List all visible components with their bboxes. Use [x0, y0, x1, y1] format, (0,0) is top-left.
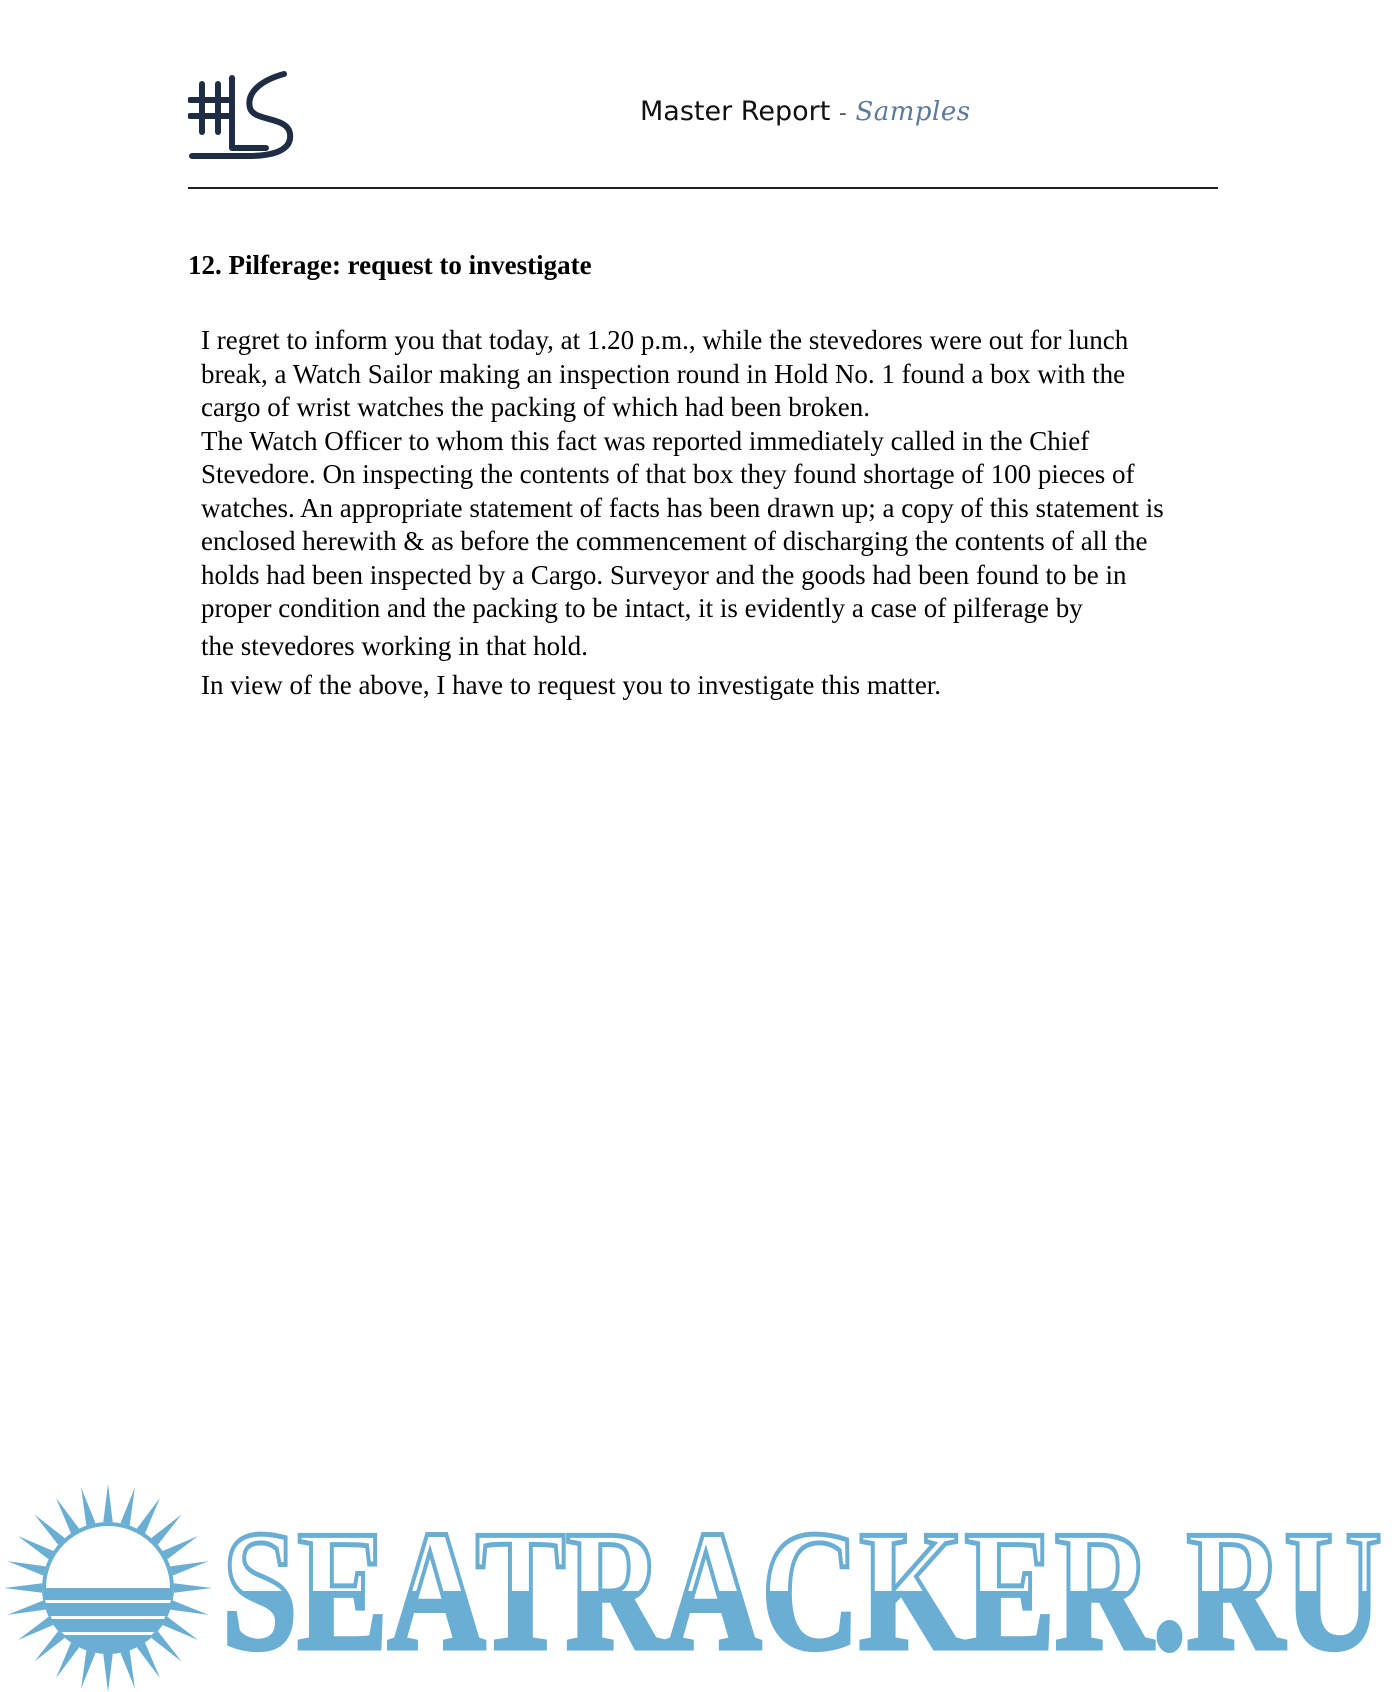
sun-ray: [120, 1488, 134, 1526]
page-header: [0, 0, 1398, 200]
sun-ray: [103, 1654, 112, 1692]
sun-ray: [4, 1583, 42, 1592]
body-line: Stevedore. On inspecting the contents of that box they found shortage of 100 pieces of: [201, 459, 1135, 489]
sun-ray: [163, 1536, 198, 1559]
body-line: In view of the above, I have to request you to investigate this matter.: [201, 670, 942, 700]
sun-ray: [18, 1617, 53, 1640]
body-line: enclosed herewith & as before the commencement of discharging the contents of all the: [201, 526, 1148, 556]
section-heading: 12. Pilferage: request to investigate: [188, 250, 592, 280]
sun-ray: [81, 1650, 95, 1688]
sun-ray: [18, 1536, 53, 1559]
sun-ray: [8, 1600, 46, 1614]
sun-ray: [81, 1488, 95, 1526]
sun-ray: [174, 1583, 212, 1592]
sun-ray: [151, 1631, 181, 1661]
body-line: the stevedores working in that hold.: [201, 630, 588, 661]
header-title: [640, 96, 971, 127]
body-line: I regret to inform you that today, at 1.20 p.m., while the stevedores were out for lunch: [201, 325, 1129, 355]
sun-icon: [4, 1484, 212, 1692]
sun-ray: [151, 1514, 181, 1544]
body-line: holds had been inspected by a Cargo. Surveyor and the goods had been found to be in: [201, 559, 1127, 590]
body-line: break, a Watch Sailor making an inspection round in Hold No. 1 found a box with the: [201, 358, 1126, 389]
sun-ray: [34, 1631, 64, 1661]
letter-body: [201, 324, 1241, 703]
sun-ray: [103, 1484, 112, 1522]
seatracker-watermark: [0, 1480, 1398, 1692]
sun-ray: [34, 1514, 64, 1544]
watermark-text: SEATRACKER.RU: [222, 1496, 1382, 1686]
body-line: The Watch Officer to whom this fact was reported immediately called in the Chief: [201, 425, 1090, 456]
body-line: cargo of wrist watches the packing of which had been broken.: [201, 392, 871, 422]
sun-ray: [8, 1561, 46, 1575]
body-line: watches. An appropriate statement of facts has been drawn up; a copy of this statement is: [201, 492, 1164, 523]
sun-ray: [120, 1650, 134, 1688]
company-logo: [188, 70, 300, 162]
sun-ray: [163, 1617, 198, 1640]
sun-ray: [56, 1643, 79, 1678]
title-separator: -: [838, 101, 847, 126]
sun-ray: [137, 1498, 160, 1533]
sun-ray: [56, 1498, 79, 1533]
sun-ray: [170, 1600, 208, 1614]
report-subtitle: Samples: [855, 97, 971, 127]
report-title: Master Report: [640, 96, 831, 127]
header-divider: [188, 187, 1218, 189]
sun-ray: [137, 1643, 160, 1678]
body-line: proper condition and the packing to be intact, it is evidently a case of pilferage by: [201, 593, 1083, 623]
sun-ray: [170, 1561, 208, 1575]
